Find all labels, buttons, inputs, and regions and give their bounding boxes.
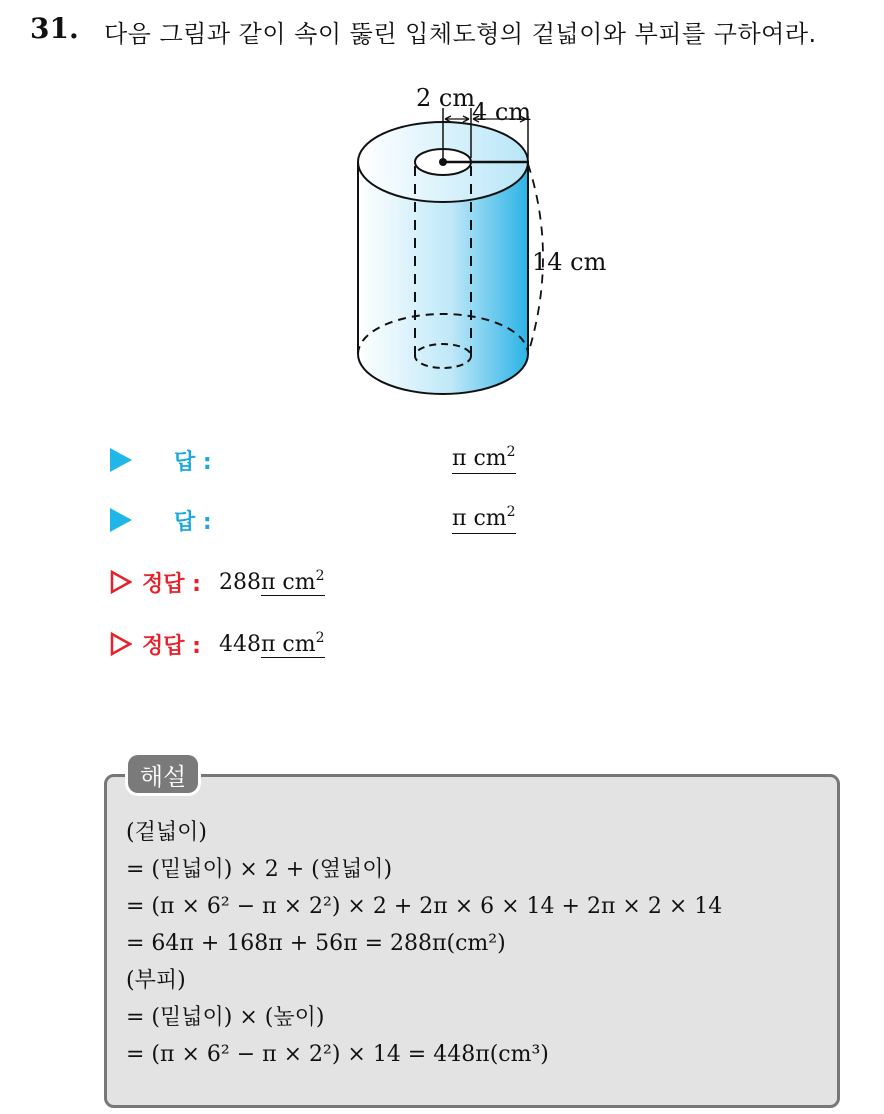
correct-row-2	[110, 624, 325, 664]
hollow-cylinder-figure	[340, 76, 630, 416]
correct-row-1	[110, 562, 325, 602]
solution-tag: 해설	[128, 755, 198, 793]
play-triangle-icon	[110, 448, 132, 472]
question-text: 다음 그림과 같이 속이 뚫린 입체도형의 겉넓이와 부피를 구하여라.	[104, 20, 817, 48]
solution-line: = (밑넓이) × (높이)	[126, 1005, 325, 1030]
solution-line: (겉넓이)	[126, 820, 207, 845]
inner-radius-label: 2 cm	[416, 84, 476, 112]
thickness-label: 4 cm	[472, 98, 532, 126]
solution-lines	[126, 814, 722, 1073]
answer-row-1	[110, 440, 212, 480]
height-label: 14 cm	[532, 248, 607, 276]
solution-line: = 64π + 168π + 56π = 288π(cm²)	[126, 931, 506, 956]
correct-label: 정답 :	[142, 633, 201, 659]
play-triangle-icon	[110, 508, 132, 532]
solution-line: = (밑넓이) × 2 + (옆넓이)	[126, 857, 393, 882]
outline-triangle-icon	[110, 570, 132, 594]
answer-row-2	[110, 500, 212, 540]
correct-value-2: 448π $cm^2$	[218, 629, 325, 657]
outline-triangle-icon	[110, 632, 132, 656]
answer-blank-2[interactable]: π $cm^2$	[452, 506, 516, 534]
correct-value-1: 288π $cm^2$	[218, 567, 325, 595]
solution-line: = (π × 6² − π × 2²) × 2 + 2π × 6 × 14 + 2π × 2 × 14	[126, 894, 723, 919]
answer-blank-1[interactable]: π $cm^2$	[452, 446, 516, 474]
solution-line: = (π × 6² − π × 2²) × 14 = 448π(cm³)	[126, 1042, 549, 1067]
solution-line: (부피)	[126, 968, 186, 993]
answer-label: 답 :	[174, 509, 212, 535]
correct-label: 정답 :	[142, 571, 201, 597]
cylinder-diagram	[340, 76, 630, 416]
answer-label: 답 :	[174, 449, 212, 475]
question-number: 31.	[30, 12, 79, 45]
